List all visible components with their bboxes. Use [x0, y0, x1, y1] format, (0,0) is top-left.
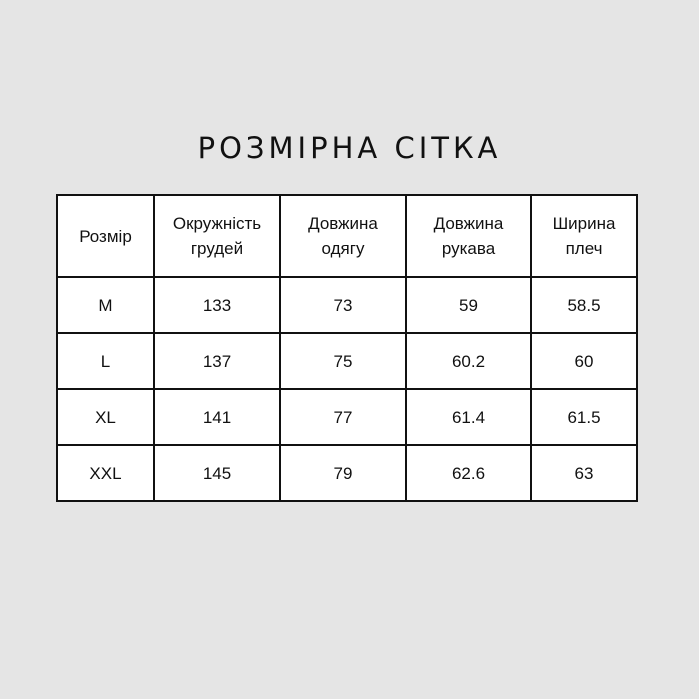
- cell-chest: 145: [154, 445, 280, 501]
- header-chest: [154, 195, 280, 277]
- cell-size: M: [57, 277, 154, 333]
- cell-size: L: [57, 333, 154, 389]
- cell-size: XXL: [57, 445, 154, 501]
- header-shoulders-line-1: Ширина: [552, 214, 616, 233]
- header-size: [57, 195, 154, 277]
- cell-length: 75: [280, 333, 406, 389]
- cell-length: 79: [280, 445, 406, 501]
- header-sleeve: [406, 195, 531, 277]
- cell-shoulders: 60: [531, 333, 637, 389]
- page-title: РОЗМІРНА СІТКА: [197, 131, 502, 165]
- header-length-line-1: Довжина: [308, 214, 378, 233]
- cell-shoulders: 58.5: [531, 277, 637, 333]
- cell-sleeve: 59: [406, 277, 531, 333]
- table-header-row: [57, 195, 637, 277]
- table-row: [57, 277, 637, 333]
- header-chest-line-1: Окружність: [172, 214, 262, 233]
- cell-chest: 137: [154, 333, 280, 389]
- header-sleeve-line-2: рукава: [441, 239, 496, 258]
- cell-length: 77: [280, 389, 406, 445]
- header-length: [280, 195, 406, 277]
- cell-shoulders: 63: [531, 445, 637, 501]
- header-shoulders-line-2: плеч: [565, 239, 603, 258]
- header-shoulders: [531, 195, 637, 277]
- header-length-line-2: одягу: [321, 239, 365, 258]
- table-row: [57, 445, 637, 501]
- cell-chest: 133: [154, 277, 280, 333]
- size-table: [56, 194, 638, 502]
- cell-sleeve: 62.6: [406, 445, 531, 501]
- cell-shoulders: 61.5: [531, 389, 637, 445]
- header-size-label: Розмір: [79, 226, 132, 246]
- table-row: [57, 389, 637, 445]
- table-row: [57, 333, 637, 389]
- cell-length: 73: [280, 277, 406, 333]
- size-chart: [56, 194, 638, 502]
- cell-sleeve: 60.2: [406, 333, 531, 389]
- cell-size: XL: [57, 389, 154, 445]
- header-sleeve-line-1: Довжина: [433, 214, 504, 233]
- cell-sleeve: 61.4: [406, 389, 531, 445]
- header-chest-line-2: грудей: [190, 239, 244, 258]
- cell-chest: 141: [154, 389, 280, 445]
